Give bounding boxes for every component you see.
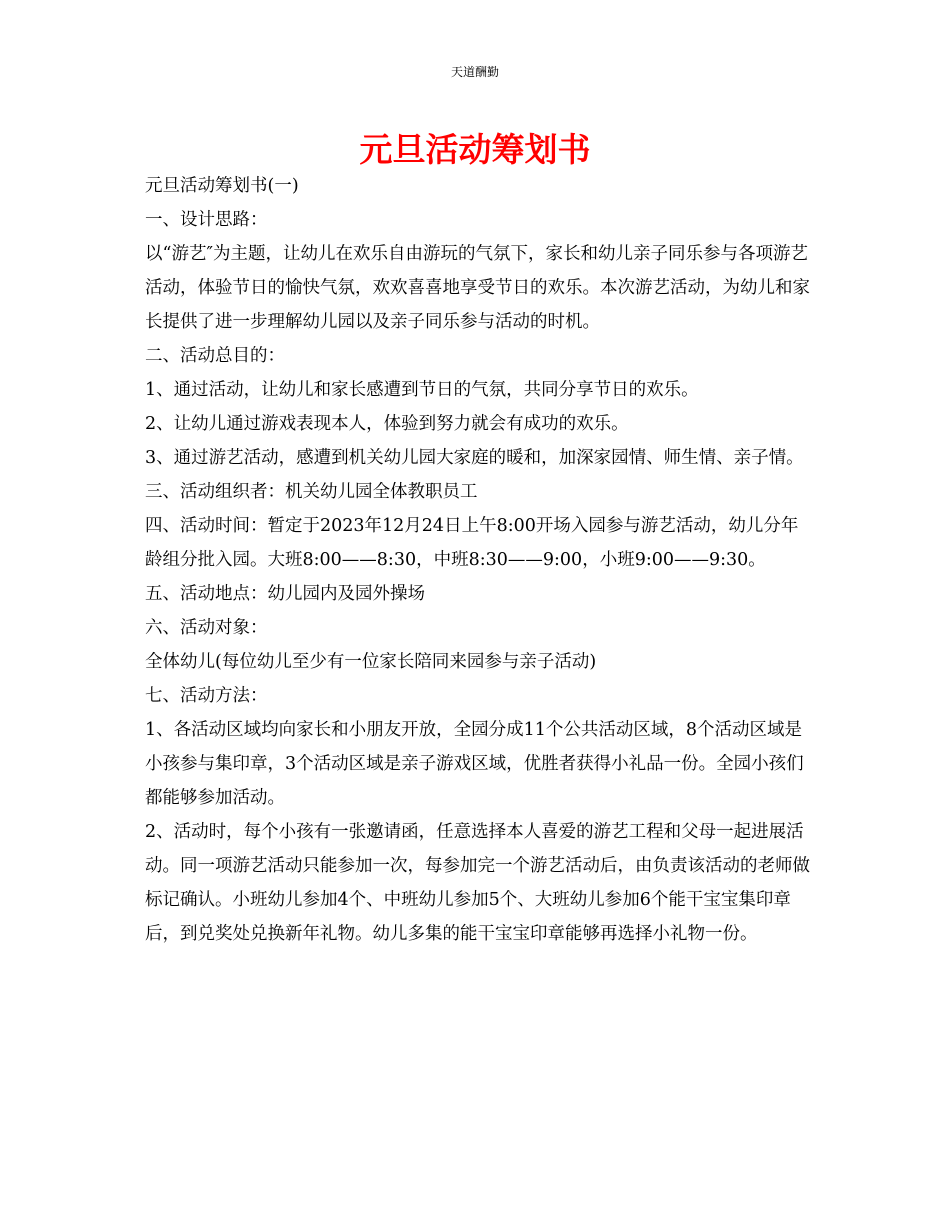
method-item-2: 2、活动时，每个小孩有一张邀请函，任意选择本人喜爱的游艺工程和父母一起进展活动。同一项游艺活动只能参加一次，每参加完一个游艺活动后，由负责该活动的老师做标记确认。小班幼儿参加4个、中班幼儿参加5个、大班幼儿参加6个能干宝宝集印章后，到兑奖处兑换新年礼物。幼儿多集的能干宝宝印章能够再选择小礼物一份。 bbox=[145, 822, 810, 944]
audience-paragraph: 全体幼儿(每位幼儿至少有一位家长陪同来园参与亲子活动) bbox=[145, 652, 597, 672]
section-heading-design: 一、设计思路： bbox=[145, 210, 268, 230]
document-body bbox=[145, 169, 810, 951]
section-organizer: 三、活动组织者：机关幼儿园全体教职员工 bbox=[145, 482, 478, 502]
section-heading-goals: 二、活动总目的： bbox=[145, 346, 285, 366]
section-time: 四、活动时间：暂定于2023年12月24日上午8:00开场入园参与游艺活动，幼儿分年龄组分批入园。大班8:00——8:30，中班8:30——9:00，小班9:00——9:30。 bbox=[145, 516, 799, 570]
document-title: 元旦活动筹划书 bbox=[359, 130, 591, 169]
section-location: 五、活动地点：幼儿园内及园外操场 bbox=[145, 584, 425, 604]
subtitle-paragraph: 元旦活动筹划书(一) bbox=[145, 176, 299, 196]
section-heading-audience: 六、活动对象： bbox=[145, 618, 268, 638]
goal-item-2: 2、让幼儿通过游戏表现本人，体验到努力就会有成功的欢乐。 bbox=[145, 414, 629, 434]
goal-item-1: 1、通过活动，让幼儿和家长感遭到节日的气氛，共同分享节日的欢乐。 bbox=[145, 380, 699, 400]
design-paragraph: 以“游艺″为主题，让幼儿在欢乐自由游玩的气氛下，家长和幼儿亲子同乐参与各项游艺活动，体验节日的愉快气氛，欢欢喜喜地享受节日的欢乐。本次游艺活动，为幼儿和家长提供了进一步理解幼儿园以及亲子同乐参与活动的时机。 bbox=[145, 244, 810, 332]
goal-item-3: 3、通过游艺活动，感遭到机关幼儿园大家庭的暖和，加深家园情、师生情、亲子情。 bbox=[145, 448, 804, 468]
method-item-1: 1、各活动区域均向家长和小朋友开放，全园分成11个公共活动区域，8个活动区域是小孩参与集印章，3个活动区域是亲子游戏区域，优胜者获得小礼品一份。全园小孩们都能够参加活动。 bbox=[145, 720, 804, 808]
section-heading-method: 七、活动方法： bbox=[145, 686, 268, 706]
page-header: 天道酬勤 bbox=[450, 65, 499, 79]
